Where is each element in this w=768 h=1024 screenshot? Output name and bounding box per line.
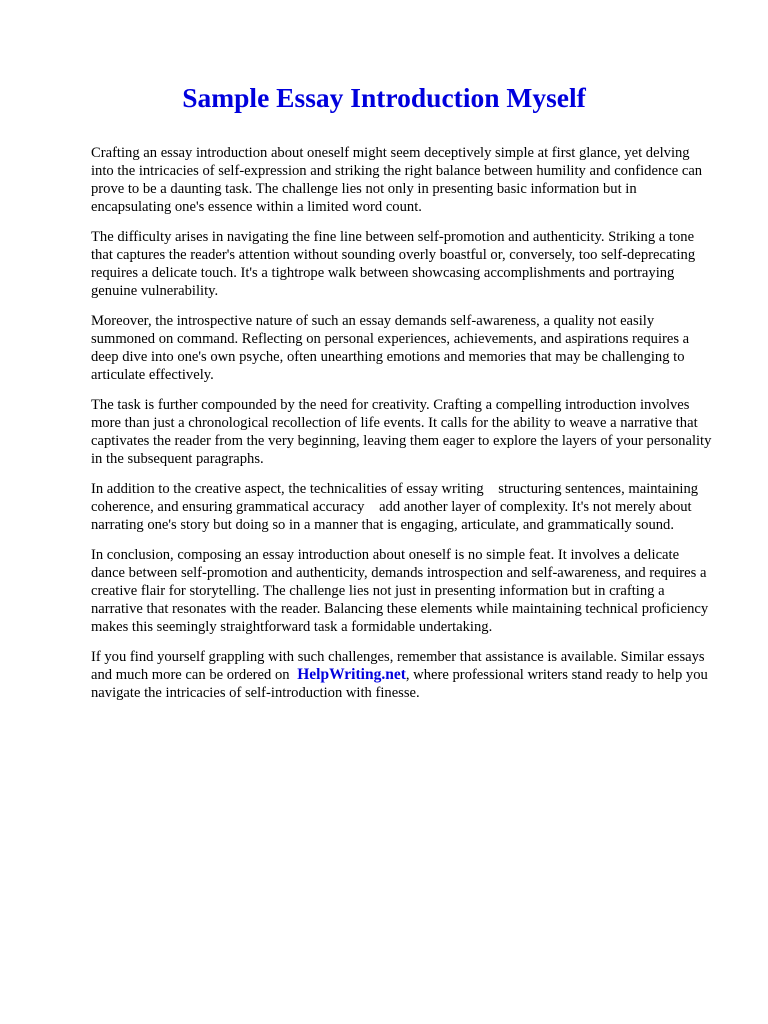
closing-text-before: If you find yourself grappling with such challenges, remember that assistance is available. Similar essays and much more can be ordered on (91, 649, 705, 683)
paragraph-1: Crafting an essay introduction about oneself might seem deceptively simple at first glance, yet delving into the intricacies of self-expression and striking the right balance between humility and confidence can prove to be a daunting task. The challenge lies not only in presenting basic information but in encapsulating one's essence within a limited word count. (91, 145, 703, 215)
closing-text-after: , where professional writers stand ready to help you navigate the intricacies of self-introduction with finesse. (91, 667, 708, 701)
closing-paragraph (91, 648, 713, 702)
paragraph-3: Moreover, the introspective nature of such an essay demands self-awareness, a quality not easily summoned on command. Reflecting on personal experiences, achievements, and aspirations requires a deep dive into one's own psyche, often unearthing emotions and memories that may be challenging to articulate effectively. (91, 313, 690, 383)
paragraph-6: In conclusion, composing an essay introduction about oneself is no simple feat. It involves a delicate dance between self-promotion and authenticity, demands introspection and self-awareness, and requires a creative flair for storytelling. The challenge lies not just in presenting information but in crafting a narrative that resonates with the reader. Balancing these elements while maintaining technical proficiency makes this seemingly straightforward task a formidable undertaking. (91, 547, 709, 635)
helpwriting-link[interactable]: HelpWriting.net (297, 666, 406, 683)
paragraph-4: The task is further compounded by the need for creativity. Crafting a compelling introduction involves more than just a chronological recollection of life events. It calls for the ability to weave a narrative that captivates the reader from the very beginning, leaving them eager to explore the layers of your personality in the subsequent paragraphs. (91, 397, 712, 467)
paragraph-2: The difficulty arises in navigating the fine line between self-promotion and authenticity. Striking a tone that captures the reader's attention without sounding overly boastful or, conversely, too self-deprecating requires a delicate touch. It's a tightrope walk between showcasing accomplishments and portraying genuine vulnerability. (91, 229, 696, 299)
document-body (91, 144, 713, 714)
paragraph-5: In addition to the creative aspect, the technicalities of essay writing structuring sentences, maintaining coherence, and ensuring grammatical accuracy add another layer of complexity. It's not merely about narrating one's story but doing so in a manner that is engaging, articulate, and grammatically sound. (91, 481, 699, 533)
document-title: Sample Essay Introduction Myself (182, 82, 586, 113)
